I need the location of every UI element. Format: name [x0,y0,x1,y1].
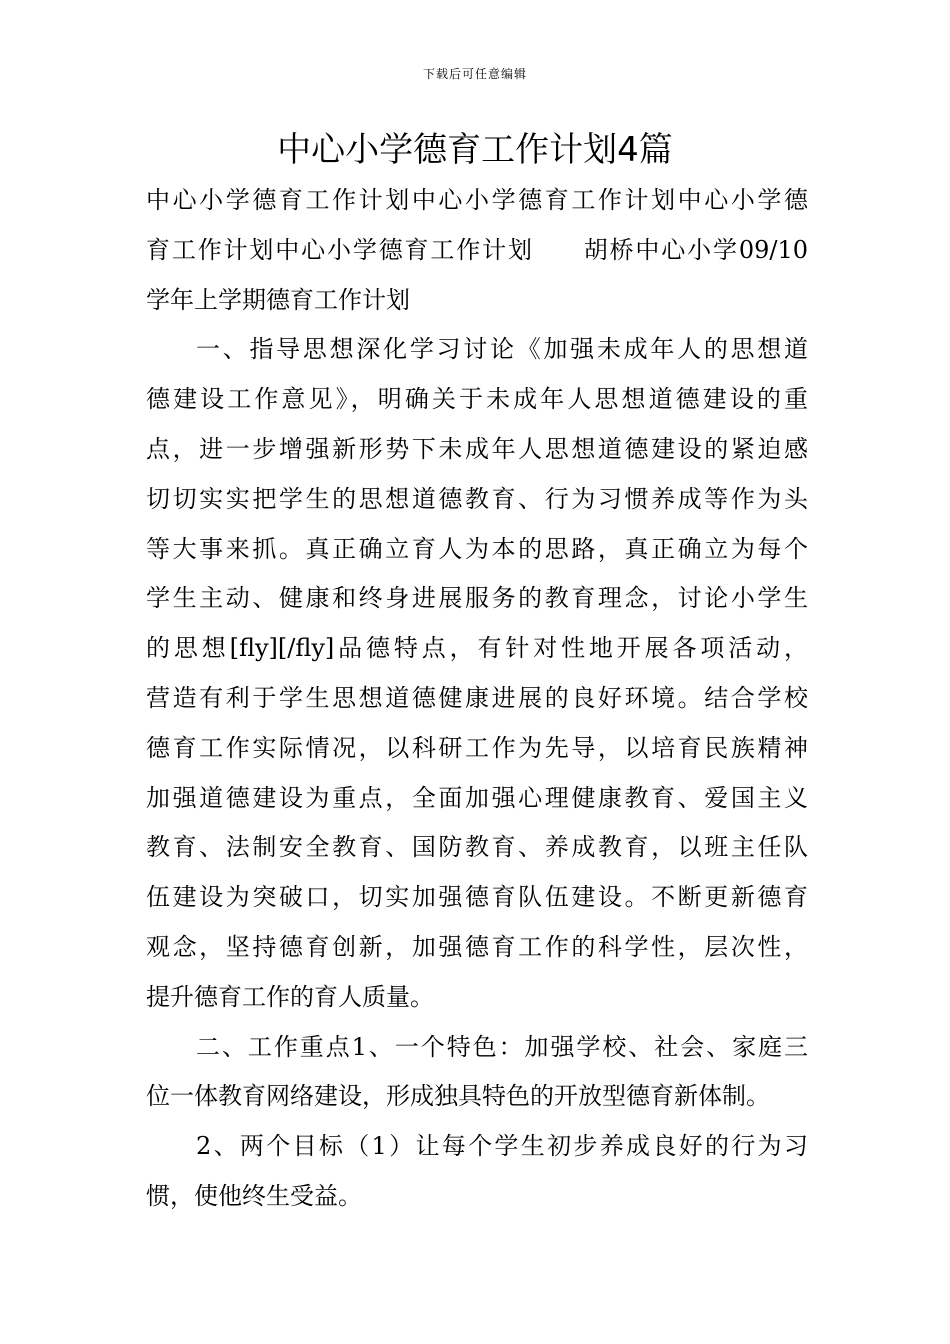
section1-line: 切切实实把学生的思想道德教育、行为习惯养成等作为头 [146,484,808,513]
document-title: 中心小学德育工作计划4篇 [277,130,673,170]
section1-line: 提升德育工作的育人质量。 [146,982,434,1011]
section1-line: 加强道德建设为重点，全面加强心理健康教育、爱国主义 [146,783,808,812]
section1-line: 营造有利于学生思想道德健康进展的良好环境。结合学校 [146,683,808,712]
section1-line: 观念，坚持德育创新，加强德育工作的科学性，层次性， [146,932,808,961]
section1-line: 伍建设为突破口，切实加强德育队伍建设。不断更新德育 [146,883,808,912]
section2-line: 位一体教育网络建设，形成独具特色的开放型德育新体制。 [146,1082,770,1111]
section-guiding-thought [146,325,808,1022]
section1-line: 德建设工作意见》，明确关于未成年人思想道德建设的重 [146,385,808,414]
section1-line: 的思想[fly][/fly]品德特点，有针对性地开展各项活动， [146,634,808,663]
intro-line-2 [146,226,808,276]
intro-line-2-right: 胡桥中心小学09/10 [581,235,808,264]
intro-line-1: 中心小学德育工作计划中心小学德育工作计划中心小学德 [146,186,808,214]
section1-line: 学生主动、健康和终身进展服务的教育理念，讨论小学生 [146,584,808,613]
intro-line-2-left: 育工作计划中心小学德育工作计划 [146,235,534,264]
section3-line: 惯，使他终生受益。 [146,1181,362,1210]
section1-line: 德育工作实际情况，以科研工作为先导，以培育民族精神 [146,733,808,762]
document-body [146,176,808,1222]
intro-line-3: 学年上学期德育工作计划 [146,285,410,314]
section1-line: 点，进一步增强新形势下未成年人思想道德建设的紧迫感 [146,434,808,463]
intro-paragraph [146,176,808,325]
section1-line: 一、指导思想深化学习讨论《加强未成年人的思想道 [196,335,808,364]
section3-line: 2、两个目标（1）让每个学生初步养成良好的行为习 [196,1132,808,1161]
section-two-goals [146,1122,808,1222]
header-note: 下载后可任意编辑 [422,67,527,81]
section-work-focus [146,1023,808,1123]
section1-line: 教育、法制安全教育、国防教育、养成教育，以班主任队 [146,833,808,862]
section1-line: 等大事来抓。真正确立育人为本的思路，真正确立为每个 [146,534,808,563]
section2-line: 二、工作重点1、一个特色：加强学校、社会、家庭三 [196,1032,808,1061]
